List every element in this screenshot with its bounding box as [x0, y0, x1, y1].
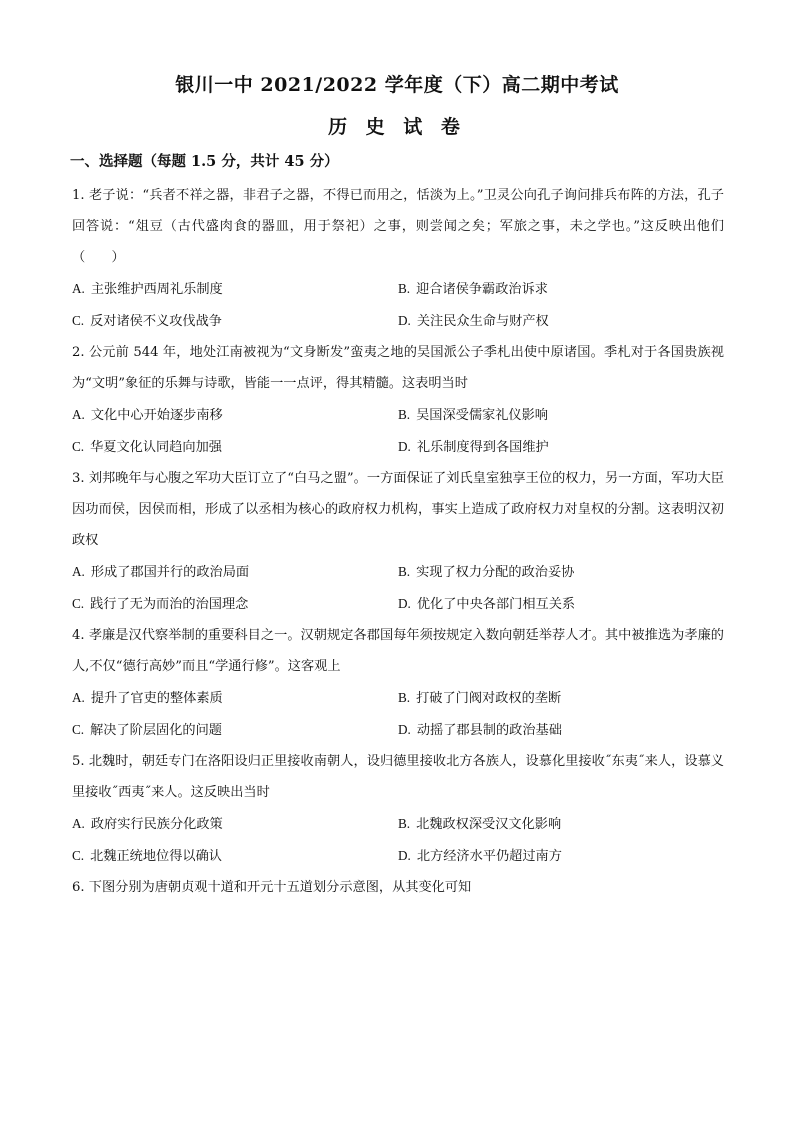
- option-text: 实现了权力分配的政治妥协: [416, 565, 575, 580]
- option-letter: B.: [398, 564, 411, 579]
- option-a: [72, 273, 398, 305]
- question-stem: 1. 老子说：“兵者不祥之器，非君子之器，不得已而用之，恬淡为上。”卫灵公向孔子询问排兵布阵的方法，孔子回答说：“俎豆（古代盛肉食的器皿，用于祭祀）之事，则尝闻之矣；军旅之事，未之学也。”这反映出他们（ ）: [72, 188, 724, 265]
- option-letter: B.: [398, 690, 411, 705]
- option-text: 北魏正统地位得以确认: [90, 849, 222, 864]
- option-b: [398, 556, 724, 588]
- question-1: [72, 180, 724, 337]
- option-letter: C.: [72, 848, 85, 863]
- question-stem: 2. 公元前 544 年，地处江南被视为“文身断发”蛮夷之地的吴国派公子季札出使中原诸国。季札对于各国贵族视为“文明”象征的乐舞与诗歌，皆能一一点评，得其精髓。这表明当时: [72, 345, 724, 391]
- option-b: [398, 682, 724, 714]
- question-stem: 3. 刘邦晚年与心腹之军功大臣订立了“白马之盟”。一方面保证了刘氏皇室独享王位的权力，另一方面，军功大臣因功而侯，因侯而相，形成了以丞相为核心的政府权力机构，事实上造成了政府权力对皇权的分割。这表明汉初政权: [72, 471, 724, 548]
- question-stem: 4. 孝廉是汉代察举制的重要科目之一。汉朝规定各郡国每年须按规定入数向朝廷举荐人才。其中被推选为孝廉的人,不仅“德行高妙”而且“学通行修”。这客观上: [72, 628, 724, 674]
- option-letter: A.: [72, 281, 85, 296]
- option-d: [398, 305, 724, 337]
- option-c: [72, 431, 398, 463]
- option-c: [72, 588, 398, 620]
- question-4: [72, 620, 724, 746]
- option-letter: A.: [72, 564, 85, 579]
- option-list: [72, 399, 724, 463]
- option-list: [72, 556, 724, 620]
- option-a: [72, 399, 398, 431]
- option-text: 吴国深受儒家礼仪影响: [416, 408, 548, 423]
- option-letter: D.: [398, 848, 411, 863]
- option-letter: A.: [72, 816, 85, 831]
- option-letter: B.: [398, 407, 411, 422]
- option-text: 北方经济水平仍超过南方: [416, 849, 562, 864]
- exam-title: 银川一中 2021/2022 学年度（下）高二期中考试: [175, 74, 619, 96]
- option-letter: B.: [398, 816, 411, 831]
- option-b: [398, 273, 724, 305]
- option-list: [72, 808, 724, 872]
- option-list: [72, 273, 724, 337]
- option-text: 提升了官吏的整体素质: [90, 691, 223, 706]
- option-d: [398, 588, 724, 620]
- option-letter: C.: [72, 722, 85, 737]
- option-b: [398, 399, 724, 431]
- option-letter: D.: [398, 722, 411, 737]
- option-text: 打破了门阀对政权的垄断: [416, 691, 562, 706]
- option-letter: D.: [398, 313, 411, 328]
- option-text: 北魏政权深受汉文化影响: [416, 817, 562, 832]
- option-a: [72, 808, 398, 840]
- option-text: 优化了中央各部门相互关系: [416, 597, 576, 612]
- option-text: 形成了郡国并行的政治局面: [90, 565, 250, 580]
- option-letter: D.: [398, 439, 411, 454]
- section-heading: 一、选择题（每题 1.5 分，共计 45 分）: [70, 153, 339, 170]
- option-text: 关注民众生命与财产权: [416, 314, 549, 329]
- option-letter: C.: [72, 439, 85, 454]
- exam-subtitle: 历 史 试 卷: [328, 116, 466, 138]
- option-text: 华夏文化认同趋向加强: [90, 440, 222, 455]
- option-a: [72, 682, 398, 714]
- option-text: 迎合诸侯争霸政治诉求: [416, 282, 548, 297]
- option-list: [72, 682, 724, 746]
- option-letter: A.: [72, 690, 85, 705]
- question-3: [72, 463, 724, 620]
- option-text: 政府实行民族分化政策: [90, 817, 223, 832]
- question-2: [72, 337, 724, 463]
- option-letter: D.: [398, 596, 411, 611]
- option-letter: C.: [72, 596, 85, 611]
- option-text: 践行了无为而治的治国理念: [90, 597, 249, 612]
- option-text: 主张维护西周礼乐制度: [90, 282, 223, 297]
- option-d: [398, 714, 724, 746]
- option-text: 文化中心开始逐步南移: [90, 408, 223, 423]
- question-list: [72, 180, 724, 903]
- option-c: [72, 840, 398, 872]
- question-5: [72, 746, 724, 872]
- option-text: 礼乐制度得到各国维护: [416, 440, 549, 455]
- option-text: 解决了阶层固化的问题: [90, 723, 222, 738]
- option-d: [398, 431, 724, 463]
- option-c: [72, 714, 398, 746]
- option-text: 动摇了郡县制的政治基础: [416, 723, 562, 738]
- option-b: [398, 808, 724, 840]
- option-a: [72, 556, 398, 588]
- option-letter: B.: [398, 281, 411, 296]
- option-c: [72, 305, 398, 337]
- option-text: 反对诸侯不义攻伐战争: [90, 314, 222, 329]
- question-stem: 5. 北魏时，朝廷专门在洛阳设归正里接收南朝人，设归德里接收北方各族人，设慕化里接收˝东夷˝来人，设慕义里接收˝西夷˝来人。这反映出当时: [72, 754, 724, 800]
- question-stem: 6. 下图分别为唐朝贞观十道和开元十五道划分示意图，从其变化可知: [72, 880, 472, 895]
- question-6: [72, 872, 724, 903]
- option-d: [398, 840, 724, 872]
- option-letter: A.: [72, 407, 85, 422]
- option-letter: C.: [72, 313, 85, 328]
